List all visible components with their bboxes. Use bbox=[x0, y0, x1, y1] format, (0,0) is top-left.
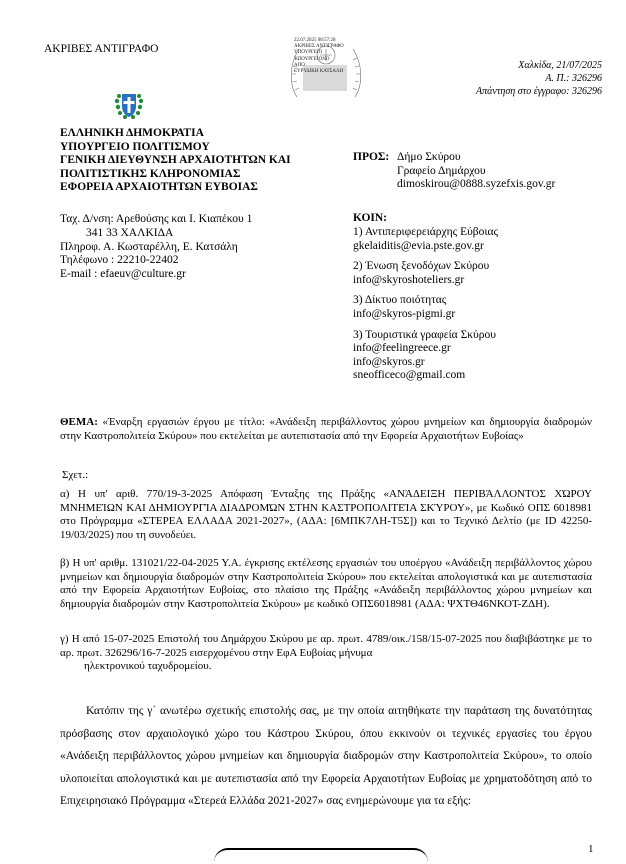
stamp-text bbox=[294, 38, 364, 75]
reference-b: β) Η υπ' αριθμ. 131021/22-04-2025 Υ.Α. έγκρισης εκτέλεσης εργασιών του υποέργου «Ανάδειξη περιβάλλοντος χώρου μνημείων και δημιουργία διαδρομών στην Καστροπολιτεία Σκύρου» που εκτελείται απολογιστικά και με αυτεπιστασία από την Εφορεία Αρχαιοτήτων Ευβοίας, στο πλαίσιο της Πράξης «Ανάδειξη περιβάλλοντος χώρου μνημείων και δημιουργία διαδρομών στην Καστροπολιτεία Σκύρου» με κωδικό ΟΠΣ6018981 (ΑΔΑ: ΨΧΤΘ46ΝΚΟΤ-ΖΔΗ). bbox=[60, 557, 592, 610]
contact-persons: Πληροφ. Α. Κωσταρέλλη, Ε. Κατσάλη bbox=[60, 240, 238, 253]
stamp-line: ΑΚΡΙΒΕΣ ΑΝΤΙΓΡΑΦΟ bbox=[294, 44, 344, 50]
org-line: ΥΠΟΥΡΓΕΙΟ ΠΟΛΙΤΙΣΜΟΥ bbox=[60, 140, 210, 153]
postal-address: Ταχ. Δ/νση: Αρεθούσης και Ι. Κιαπέκου 1 bbox=[60, 213, 253, 225]
issuing-authority bbox=[60, 127, 291, 195]
main-paragraph: Κατόπιν της γ΄ ανωτέρω σχετικής επιστολής σας, με την οποία αιτηθήκατε την παράταση της δυνατότητας πρόσβασης στον αρχαιολογικό χώρο του Κάστρου Σκύρου, όπου εκκινούν οι τεχνικές εργασίες του έργου «Ανάδειξη περιβάλλοντος χώρου μνημείων και δημιουργία διαδρομών στην Καστροπολιτεία Σκύρου», το οποίο υλοποιείται απολογιστικά και με αυτεπιστασία από την Εφορεία Αρχαιοτήτων Ευβοίας με χρηματοδότηση από το Επιχειρησιακό Πρόγραμμα «Στερεά Ελλάδα 2021-2027» σας ενημερώνουμε για τα εξής: bbox=[60, 705, 592, 807]
subject bbox=[60, 416, 592, 443]
place-date: Χαλκίδα, 21/07/2025 bbox=[518, 60, 602, 71]
cc-email: info@feelingreece.gr bbox=[353, 342, 451, 355]
stamp-line: ΑΠΟ bbox=[294, 62, 305, 68]
recipient-email: dimoskirou@0888.syzefxis.gov.gr bbox=[397, 178, 556, 191]
cc-item: 3) Τουριστικά γραφεία Σκύρου bbox=[353, 328, 496, 341]
recipient-block bbox=[397, 151, 555, 192]
recipient-line: Δήμο Σκύρου bbox=[397, 151, 461, 163]
cc-email: sneofficeco@gmail.com bbox=[353, 369, 466, 382]
reference-c bbox=[60, 633, 592, 674]
page-number: 1 bbox=[588, 843, 594, 855]
stamp-line: ΥΠΟΥΡΓΕΙΟ bbox=[294, 50, 323, 56]
org-line: ΕΦΟΡΕΙΑ ΑΡΧΑΙΟΤΗΤΩΝ ΕΥΒΟΙΑΣ bbox=[60, 181, 258, 193]
org-line: ΕΛΛΗΝΙΚΗ ΔΗΜΟΚΡΑΤΙΑ bbox=[60, 127, 204, 139]
reference-c-tail: ηλεκτρονικού ταχυδρομείου. bbox=[84, 660, 212, 672]
stamp-line: 22.07.2025 08:57:28 bbox=[294, 38, 336, 43]
recipient-line: Γραφείο Δημάρχου bbox=[397, 164, 486, 177]
references-label: Σχετ.: bbox=[62, 469, 89, 481]
phone: Τηλέφωνο : 22210-22402 bbox=[60, 254, 179, 267]
email: E-mail : efaeuv@culture.gr bbox=[60, 268, 186, 281]
cc-item: 3) Δίκτυο ποιότητας bbox=[353, 294, 447, 307]
cc-email: gkelaiditis@evia.pste.gov.gr bbox=[353, 239, 484, 252]
recipient-label: ΠΡΟΣ: bbox=[353, 151, 390, 163]
subject-label: ΘΕΜΑ: bbox=[60, 416, 98, 428]
greek-coat-of-arms-icon bbox=[113, 89, 145, 121]
subject-text: «Έναρξη εργασιών έργου με τίτλο: «Ανάδειξη περιβάλλοντος χώρου μνημείων και δημιουργία διαδρομών στην Καστροπολιτεία Σκύρου» που εκτελείται με αυτεπιστασία από την Εφορεία Αρχαιοτήτων Ευβοίας» bbox=[60, 416, 592, 442]
reference-a: α) Η υπ' αριθ. 770/19-3-2025 Απόφαση Ένταξης της Πράξης «ΑΝΆΔΕΙΞΗ ΠΕΡΙΒΆΛΛΟΝΤΟΣ ΧΏΡΟΥ ΜΝΗΜΕΊΩΝ ΚΑΙ ΔΗΜΙΟΥΡΓΊΑ ΔΙΑΔΡΟΜΏΝ ΣΤΗΝ ΚΑΣΤΡΟΠΟΛΙΤΕΊΑ ΣΚΎΡΟΥ», με Κωδικό ΟΠΣ 6018981 στο Πρόγραμμα «ΣΤΕΡΕΑ ΕΛΛΑΔΑ 2021-2027», (ΑΔΑ: [6ΜΠΚ7ΛΗ-Τ5Σ]) και το Τεχνικό Δελτίο (με ID 42250-19/03/2025) που τη συνοδεύει. bbox=[60, 488, 592, 541]
stamp-line: ΕΥΡΥΔΙΚΗ ΚΑΤΣΑΛΗ bbox=[294, 69, 344, 75]
postal-code-city: 341 33 ΧΑΛΚΙΔΑ bbox=[86, 226, 174, 239]
date-and-protocol bbox=[380, 59, 602, 98]
cc-item: 2) Ένωση ξενοδόχων Σκύρου bbox=[353, 260, 490, 273]
cc-email: info@skyros-pigmi.gr bbox=[353, 307, 456, 320]
reference-c-main: γ) Η από 15-07-2025 Επιστολή του Δημάρχου Σκύρου με αρ. πρωτ. 4789/οικ./158/15-07-2025 που διαβιβάστηκε με το αρ. πρωτ. 326296/16-7-2025 εισερχομένου στην ΕφΑ Ευβοίας μήνυμα bbox=[60, 633, 592, 659]
cc-item: 1) Αντιπεριφερειάρχης Εύβοιας bbox=[353, 226, 499, 238]
cc-block bbox=[353, 226, 498, 383]
certified-copy-label: ΑΚΡΙΒΕΣ ΑΝΤΙΓΡΑΦΟ bbox=[44, 43, 159, 55]
cc-email: info@skyros.gr bbox=[353, 355, 425, 368]
protocol-number: Α. Π.: 326296 bbox=[545, 73, 602, 84]
reply-reference: Απάντηση στο έγγραφο: 326296 bbox=[476, 86, 602, 97]
stamp-line: ΥΠΟΥΡΓΕΙΟΝΟ bbox=[294, 56, 330, 62]
cc-email: info@skyroshoteliers.gr bbox=[353, 273, 465, 286]
cc-label: ΚΟΙΝ: bbox=[353, 212, 388, 224]
sender-address-block bbox=[60, 213, 252, 282]
page-footer-element bbox=[214, 848, 428, 864]
org-line: ΓΕΝΙΚΗ ΔΙΕΥΘΥΝΣΗ ΑΡΧΑΙΟΤΗΤΩΝ ΚΑΙ bbox=[60, 154, 291, 166]
org-line: ΠΟΛΙΤΙΣΤΙΚΗΣ ΚΛΗΡΟΝΟΜΙΑΣ bbox=[60, 167, 241, 180]
